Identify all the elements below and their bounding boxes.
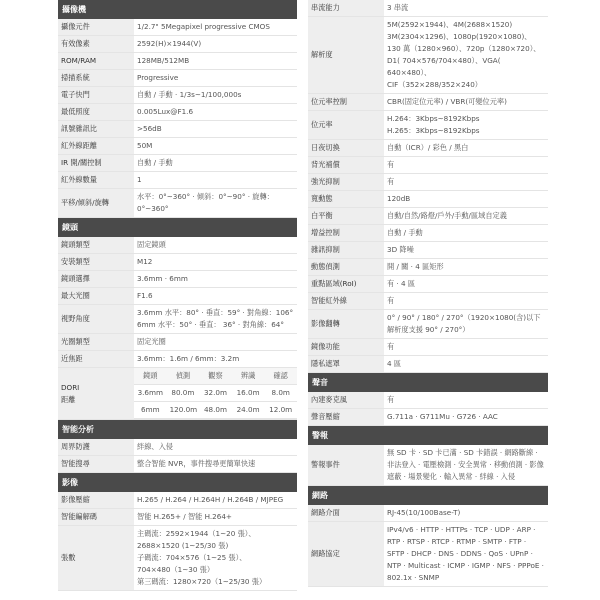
spec-key: 網路介面 (308, 505, 384, 522)
spec-value: Progressive (134, 70, 297, 87)
spec-row (58, 492, 297, 509)
spec-row (308, 505, 548, 522)
spec-key: 位元率控制 (308, 94, 384, 111)
spec-row (58, 155, 297, 172)
spec-value: 整合智能 NVR，事件搜尋更簡單快速 (134, 456, 297, 473)
spec-row (58, 271, 297, 288)
spec-value: 自動 / 手動 · 1/3s~1/100,000s (134, 87, 297, 104)
spec-key: IR 開/關控制 (58, 155, 134, 172)
spec-value: 3.6mm：1.6m / 6mm：3.2m (134, 351, 297, 368)
spec-value: 128MB/512MB (134, 53, 297, 70)
spec-row (308, 276, 548, 293)
spec-value: M12 (134, 254, 297, 271)
spec-key: 寬動態 (308, 191, 384, 208)
spec-key: 強光抑制 (308, 174, 384, 191)
spec-row (308, 157, 548, 174)
spec-row (58, 288, 297, 305)
spec-key: 訊號雜訊比 (58, 121, 134, 138)
dori-cell: 24.0m (232, 402, 265, 419)
spec-value: 自動 / 手動 (384, 225, 548, 242)
dori-header-cell: 辨識 (232, 368, 265, 385)
spec-key: 隱私遮罩 (308, 356, 384, 373)
dori-grid (134, 368, 297, 419)
spec-key: 近焦距 (58, 351, 134, 368)
spec-key: 有效像素 (58, 36, 134, 53)
spec-row (58, 237, 297, 254)
alarm-table (308, 445, 548, 486)
spec-row (58, 254, 297, 271)
spec-value: 4 區 (384, 356, 548, 373)
spec-value: 自動（ICR）/ 彩色 / 黑白 (384, 140, 548, 157)
spec-value: H.264：3Kbps~8192Kbps H.265：3Kbps~8192Kbps (384, 111, 548, 140)
lens-table (58, 237, 297, 368)
spec-row (308, 392, 548, 409)
spec-row (308, 445, 548, 486)
spec-value: 智能 H.265+ / 智能 H.264+ (134, 509, 297, 526)
spec-key: ROM/RAM (58, 53, 134, 70)
spec-row (58, 526, 297, 591)
spec-row (308, 208, 548, 225)
spec-row (308, 522, 548, 587)
spec-key: 智能搜尋 (58, 456, 134, 473)
section-network-title: 網路 (308, 486, 548, 505)
spec-value: 無 SD 卡 · SD 卡已滿 · SD 卡錯誤 · 網路斷線 · 非法登入 · 電壓檢測 · 安全異常 · 移動偵測 · 影像遮蔽 · 場景變化 · 輸入異常 · 絆線 · 入侵 (384, 445, 548, 486)
spec-row (58, 172, 297, 189)
spec-row (58, 121, 297, 138)
spec-value: 3.6mm · 6mm (134, 271, 297, 288)
section-alarm-title: 警報 (308, 426, 548, 445)
spec-key: 聲音壓縮 (308, 409, 384, 426)
right-column (308, 0, 548, 587)
section-camera-title: 攝像機 (58, 0, 297, 19)
dori-cell: 3.6mm (134, 385, 167, 402)
spec-value: 3.6mm 水平：80° · 垂直：59° · 對角線：106° 6mm 水平：50° · 垂直： 36° · 對角線：64° (134, 305, 297, 334)
spec-key: 串流能力 (308, 0, 384, 17)
dori-cell: 32.0m (199, 385, 232, 402)
dori-header-cell: 鏡頭 (134, 368, 167, 385)
spec-key: 日夜切換 (308, 140, 384, 157)
spec-key: 光圈類型 (58, 334, 134, 351)
spec-value: 3D 降噪 (384, 242, 548, 259)
spec-key: 周界防護 (58, 439, 134, 456)
spec-key: 影像壓縮 (58, 492, 134, 509)
spec-value: 有 (384, 392, 548, 409)
spec-key: 內建麥克風 (308, 392, 384, 409)
spec-value: 2592(H)×1944(V) (134, 36, 297, 53)
spec-row (308, 94, 548, 111)
spec-value: 120dB (384, 191, 548, 208)
spec-row (58, 189, 297, 218)
dori-cell: 8.0m (264, 385, 297, 402)
spec-row (308, 356, 548, 373)
spec-key: 鏡頭選擇 (58, 271, 134, 288)
dori-row (134, 402, 297, 419)
spec-row (58, 334, 297, 351)
spec-value: 自動/自然/路燈/戶外/手動/區域自定義 (384, 208, 548, 225)
dori-header-cell: 偵測 (167, 368, 200, 385)
spec-value: 1/2.7" 5Megapixel progressive CMOS (134, 19, 297, 36)
spec-key: 張數 (58, 526, 134, 591)
video-table (58, 492, 297, 591)
section-lens-title: 鏡頭 (58, 218, 297, 237)
spec-key: 最大光圈 (58, 288, 134, 305)
dori-row (134, 385, 297, 402)
spec-value: 開 / 關 · 4 區矩形 (384, 259, 548, 276)
spec-value: >56dB (134, 121, 297, 138)
spec-row (308, 310, 548, 339)
spec-value: 3 串流 (384, 0, 548, 17)
spec-key: 電子快門 (58, 87, 134, 104)
spec-value: 有 (384, 174, 548, 191)
spec-row (308, 174, 548, 191)
spec-value: H.265 / H.264 / H.264H / H.264B / MJPEG (134, 492, 297, 509)
spec-row (308, 339, 548, 356)
spec-key: 影像翻轉 (308, 310, 384, 339)
spec-row (58, 456, 297, 473)
audio-table (308, 392, 548, 426)
left-column (58, 0, 297, 591)
spec-value: 主碼流：2592×1944（1~20 張）、 2688×1520 (1~25/30 張) 子碼流：704×576（1~25 張）、 704×480（1~30 張） 第三碼流：1280×720（1~25/30 張） (134, 526, 297, 591)
dori-label: DORI 距離 (58, 368, 134, 420)
spec-value: IPv4/v6 · HTTP · HTTPs · TCP · UDP · ARP · RTP · RTSP · RTCP · RTMP · SMTP · FTP · SFTP · DHCP · DNS · DDNS · QoS · UPnP · NTP · Multicast · ICMP · IGMP · NFS · PPPoE · 802.1x · SNMP (384, 522, 548, 587)
spec-value: 1 (134, 172, 297, 189)
spec-key: 最低照度 (58, 104, 134, 121)
spec-value: 有 · 4 區 (384, 276, 548, 293)
spec-key: 網路協定 (308, 522, 384, 587)
spec-row (308, 293, 548, 310)
spec-key: 白平衡 (308, 208, 384, 225)
spec-row (58, 138, 297, 155)
spec-row (58, 19, 297, 36)
spec-value: 自動 / 手動 (134, 155, 297, 172)
spec-key: 重點區域(RoI) (308, 276, 384, 293)
spec-value: RJ-45(10/100Base-T) (384, 505, 548, 522)
spec-key: 位元率 (308, 111, 384, 140)
dori-header-row (134, 368, 297, 385)
section-video-title: 影像 (58, 473, 297, 492)
spec-value: 有 (384, 339, 548, 356)
spec-row (308, 259, 548, 276)
spec-row (58, 53, 297, 70)
spec-row (308, 191, 548, 208)
spec-row (58, 351, 297, 368)
spec-key: 鏡像功能 (308, 339, 384, 356)
spec-key: 智能紅外線 (308, 293, 384, 310)
dori-cell: 12.0m (264, 402, 297, 419)
spec-row (308, 140, 548, 157)
spec-row (58, 70, 297, 87)
spec-key: 增益控制 (308, 225, 384, 242)
spec-row (308, 225, 548, 242)
spec-row (308, 409, 548, 426)
spec-key: 平移/傾斜/旋轉 (58, 189, 134, 218)
spec-row (58, 87, 297, 104)
spec-key: 紅外線數量 (58, 172, 134, 189)
spec-key: 警報事件 (308, 445, 384, 486)
dori-cell: 48.0m (199, 402, 232, 419)
section-audio-title: 聲音 (308, 373, 548, 392)
spec-value: 5M(2592×1944)、4M(2688×1520) 3M(2304×1296)、1080p(1920×1080)、 130 萬（1280×960）、720p（1280×720）、 D1( 704×576/704×480）、VGA( 640×480）、 CIF（352×288/352×240） (384, 17, 548, 94)
dori-cell: 16.0m (232, 385, 265, 402)
spec-key: 掃描系統 (58, 70, 134, 87)
dori-header-cell: 確認 (264, 368, 297, 385)
spec-key: 解析度 (308, 17, 384, 94)
spec-row (308, 242, 548, 259)
spec-key: 紅外線距離 (58, 138, 134, 155)
spec-row (308, 17, 548, 94)
dori-cell: 80.0m (167, 385, 200, 402)
spec-key: 視野角度 (58, 305, 134, 334)
spec-value: 固定鏡頭 (134, 237, 297, 254)
dori-cell: 6mm (134, 402, 167, 419)
spec-row (58, 439, 297, 456)
spec-value: 50M (134, 138, 297, 155)
dori-cell: 120.0m (167, 402, 200, 419)
spec-row (308, 111, 548, 140)
spec-key: 動態偵測 (308, 259, 384, 276)
spec-value: 水平：0°~360° · 傾斜：0°~90° · 旋轉：0°~360° (134, 189, 297, 218)
dori-table (58, 368, 297, 420)
spec-value: 有 (384, 157, 548, 174)
spec-value: 有 (384, 293, 548, 310)
spec-row (58, 104, 297, 121)
general-table (308, 0, 548, 373)
spec-value: 0° / 90° / 180° / 270°（1920×1080(含)以下解析度支援 90° / 270°） (384, 310, 548, 339)
spec-value: 絆線、入侵 (134, 439, 297, 456)
spec-row (58, 305, 297, 334)
spec-value: CBR(固定位元率) / VBR(可變位元率) (384, 94, 548, 111)
spec-key: 攝像元件 (58, 19, 134, 36)
spec-value: F1.6 (134, 288, 297, 305)
analysis-table (58, 439, 297, 473)
camera-table (58, 19, 297, 218)
spec-key: 雜訊抑制 (308, 242, 384, 259)
section-analysis-title: 智能分析 (58, 420, 297, 439)
spec-value: 0.005Lux@F1.6 (134, 104, 297, 121)
spec-key: 安裝類型 (58, 254, 134, 271)
network-table (308, 505, 548, 587)
spec-row (58, 36, 297, 53)
spec-value: G.711a · G711Mu · G726 · AAC (384, 409, 548, 426)
spec-key: 鏡頭類型 (58, 237, 134, 254)
spec-row (308, 0, 548, 17)
spec-row (58, 509, 297, 526)
spec-value: 固定光圈 (134, 334, 297, 351)
spec-key: 智能編解碼 (58, 509, 134, 526)
dori-header-cell: 觀察 (199, 368, 232, 385)
spec-key: 背光補償 (308, 157, 384, 174)
